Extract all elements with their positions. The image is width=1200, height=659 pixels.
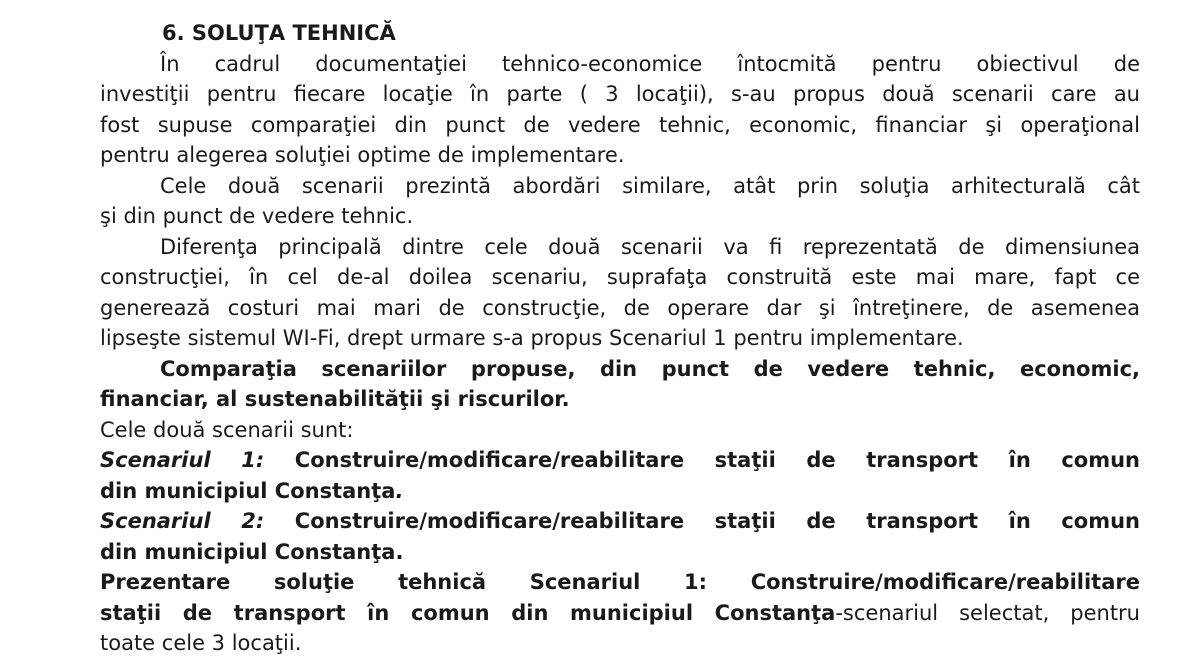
section-heading: 6. SOLUŢA TEHNICĂ [162, 21, 396, 45]
paragraph-3-line-1: Diferenţa principală dintre cele două scenarii va fi reprezentată de dimensiunea [160, 234, 1140, 259]
presentation-line-3: toate cele 3 locaţii. [100, 631, 302, 655]
scenario-2 [100, 506, 1140, 567]
comparison-title-line-1: Comparaţia scenariilor propuse, din punct de vedere tehnic, economic, [160, 356, 1140, 381]
paragraph-1-line-1: În cadrul documentaţiei tehnico-economice întocmită pentru obiectivul de [160, 51, 1140, 76]
document-page [100, 18, 1140, 659]
scenario-1-city: din municipiul Constanţa [100, 478, 396, 503]
scenario-2-period: . [395, 539, 404, 564]
paragraph-3-line-2: construcţiei, în cel de-al doilea scenariu, suprafaţa construită este mai mare, fapt ce [100, 265, 1140, 289]
paragraph-3 [100, 232, 1140, 354]
paragraph-1-line-3: fost supuse comparaţiei din punct de vedere tehnic, economic, financiar şi operaţional [100, 112, 1140, 137]
comparison-title [100, 354, 1140, 415]
paragraph-2-line-2: şi din punct de vedere tehnic. [100, 204, 414, 228]
paragraph-2-line-1: Cele două scenarii prezintă abordări similare, atât prin soluţia arhitecturală cât [160, 173, 1140, 198]
paragraph-3-line-3: generează costuri mai mari de construcţie, de operare dar şi întreţinere, de asemenea [100, 295, 1140, 320]
presentation-bold-segment: staţii de transport în comun din municipiul Constanţa [100, 600, 836, 625]
scenario-1 [100, 445, 1140, 506]
paragraph-1-line-2: investiţii pentru fiecare locaţie în parte ( 3 locaţii), s-au propus două scenarii care au [100, 82, 1140, 106]
scenario-1-label: Scenariul 1: [100, 448, 265, 472]
scenario-1-title: Construire/modificare/reabilitare staţii de transport în comun [264, 448, 1140, 472]
scenarios-intro: Cele două scenarii sunt: [100, 417, 354, 442]
scenario-1-line-1 [100, 445, 1140, 476]
presentation-normal-segment: -scenariul selectat, pentru [835, 600, 1140, 625]
presentation-line-1: Prezentare soluţie tehnică Scenariul 1: Construire/modificare/reabilitare [100, 570, 1140, 594]
paragraph-1-line-4: pentru alegerea soluţiei optime de implementare. [100, 143, 625, 167]
paragraph-1 [100, 49, 1140, 171]
scenario-1-line-2 [100, 476, 1140, 507]
paragraph-2 [100, 171, 1140, 232]
scenario-1-period: . [395, 478, 404, 503]
scenario-2-label: Scenariul 2: [100, 509, 265, 533]
presentation-line-2 [100, 598, 1140, 629]
scenario-2-line-2 [100, 537, 1140, 568]
paragraph-3-line-4: lipseşte sistemul WI-Fi, drept urmare s-a propus Scenariul 1 pentru implementare. [100, 326, 964, 350]
scenario-2-city: din municipiul Constanţa [100, 539, 396, 564]
scenario-2-title: Construire/modificare/reabilitare staţii de transport în comun [264, 509, 1140, 533]
comparison-title-line-2: financiar, al sustenabilităţii şi riscurilor. [100, 387, 570, 411]
scenario-2-line-1 [100, 506, 1140, 537]
